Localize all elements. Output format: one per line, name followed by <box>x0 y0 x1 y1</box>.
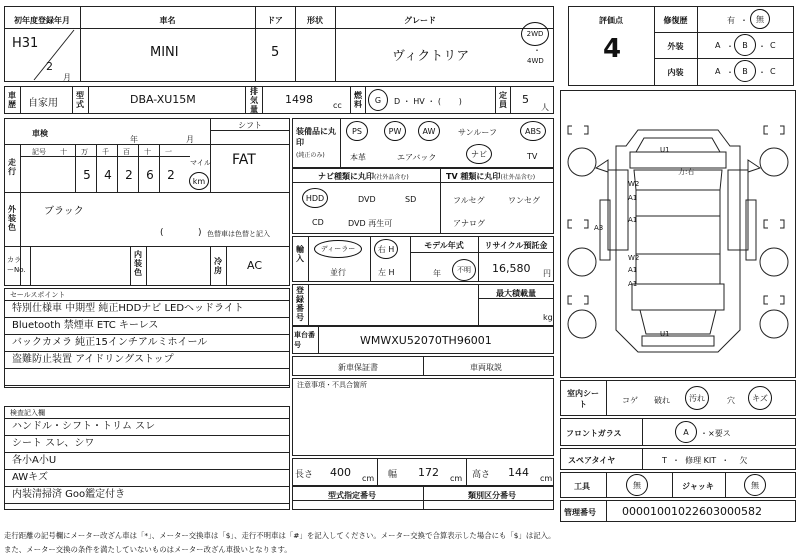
sunroof-label: サンルーフ <box>458 128 497 137</box>
navi-circle: ナビ <box>466 144 492 164</box>
score-value: 4 <box>603 34 622 64</box>
equipment-sub: (純正のみ) <box>296 152 325 159</box>
color-paren-close: ) <box>198 228 202 238</box>
drive-dot: ・ <box>533 46 541 55</box>
footer-line-2: また、メーター交換の条件を満たしていないものはメーター改ざん車扱いとなります。 <box>4 545 292 554</box>
digit-header: 百 <box>123 148 130 156</box>
reg-number-label: 登録番号 <box>296 286 304 322</box>
odometer-digit: 6 <box>146 168 154 182</box>
damage-mark: U1 <box>660 146 670 154</box>
unknown-circle: 不明 <box>452 259 476 281</box>
seat-scratch-circle: キズ <box>748 386 772 410</box>
left-h-label: 左 H <box>378 268 395 277</box>
digit-header: 一 <box>165 148 172 156</box>
digit-header: 十 <box>144 148 151 156</box>
abs-circle: ABS <box>520 121 546 141</box>
capacity-value: 5 <box>522 93 529 106</box>
km-circle: km <box>189 172 209 190</box>
repair-label: 修復歴 <box>663 16 688 25</box>
odometer-digit: 2 <box>167 168 175 182</box>
hdd-circle: HDD <box>302 188 328 208</box>
sd-label: SD <box>405 195 417 204</box>
oneseg-label: ワンセグ <box>508 196 540 205</box>
airbag-label: エアバック <box>397 153 437 162</box>
import-label: 輸入 <box>296 245 304 263</box>
grade-value: ヴィクトリア <box>392 49 470 64</box>
cd-label: CD <box>312 218 324 227</box>
capacity-label: 定員 <box>499 91 507 109</box>
seat-burn: コゲ <box>622 396 638 405</box>
damage-mark: A1 <box>628 280 638 288</box>
seat-hole: 穴 <box>727 396 735 405</box>
model-code: DBA-XU15M <box>130 93 196 106</box>
odometer-digit: 4 <box>104 168 112 182</box>
yen-unit: 円 <box>543 269 551 278</box>
int-b-circle: B <box>734 60 756 82</box>
displacement-label: 排気量 <box>250 87 258 114</box>
inspector-label: 検査記入欄 <box>10 409 45 417</box>
aw-circle: AW <box>418 121 440 141</box>
ext-sep1: ・ <box>726 42 734 51</box>
mgmt-number: 0000100102260300058​2 <box>622 505 762 518</box>
cc-unit: cc <box>333 101 342 110</box>
ps-circle: PS <box>346 121 368 141</box>
width-value: 172 <box>418 466 439 479</box>
repair-sep: ・ <box>740 16 748 25</box>
damage-mark: A1 <box>628 194 638 202</box>
color-label: 外装色 <box>8 205 16 232</box>
int-sep2: ・ <box>758 68 766 77</box>
digit-header: 万 <box>81 148 88 156</box>
inspector-lines <box>4 419 290 504</box>
analog-label: アナログ <box>453 219 485 228</box>
displacement-value: 1498 <box>285 93 313 106</box>
damage-mark: W2 <box>628 254 640 262</box>
sales-point-line <box>4 369 290 386</box>
sales-point-line: 盗難防止装置 アイドリングストップ <box>4 352 290 369</box>
navi-type-label: ナビ種類に丸印(社外品含む) <box>318 172 409 181</box>
spare-label: スペアタイヤ <box>568 456 616 465</box>
notice-label: 注意事項・不具合箇所 <box>297 381 367 389</box>
car-diagram <box>560 90 796 378</box>
chassis-label: 車台番号 <box>294 331 315 349</box>
capacity-unit: 人 <box>541 103 549 112</box>
ac-value: AC <box>247 259 263 272</box>
ext-c: C <box>770 41 776 50</box>
repair-no-circle: 無 <box>750 9 770 29</box>
mile-label: マイル <box>190 159 211 167</box>
ac-label: 冷房 <box>214 257 222 275</box>
glass-label: フロントガラス <box>566 429 622 438</box>
sales-point-line: 特別仕様車 中期型 純正HDDナビ LEDヘッドライト <box>4 301 290 318</box>
model-year-label: モデル年式 <box>424 241 464 250</box>
color-paren-open: ( <box>160 228 164 238</box>
row2-table <box>4 86 554 114</box>
shape-label: 形状 <box>307 16 323 25</box>
tools-none-circle: 無 <box>626 474 648 496</box>
mileage-label: 走行 <box>8 158 16 176</box>
damage-mark: A3 <box>594 224 604 232</box>
warranty-label: 新車保証書 <box>338 363 378 372</box>
parallel-label: 並行 <box>330 268 346 277</box>
height-label: 高さ <box>472 470 491 480</box>
recycle-label: リサイクル預託金 <box>484 241 548 250</box>
inspector-line: シート スレ、シワ <box>4 436 290 453</box>
dvd-label: DVD <box>358 195 376 204</box>
damage-mark: W2 <box>628 180 640 188</box>
footer-line-1: 走行距離の記号欄にメーター改ざん車は「*」、メーター交換車は「$」、走行不明車は「#」を記入してください。メーター交換で合算表示した場合にも「$」は記入。 <box>4 531 556 540</box>
ext-sep2: ・ <box>758 42 766 51</box>
seat-tear: 破れ <box>654 396 670 405</box>
interior-label: 内装 <box>667 68 684 77</box>
kg-unit: kg <box>543 313 553 322</box>
exterior-label: 外装 <box>667 42 684 51</box>
type-no-label: 型式指定番号 <box>328 491 376 500</box>
shaken-label: 車検 <box>32 129 48 138</box>
sales-point-lines <box>4 301 290 386</box>
door-count: 5 <box>271 45 280 60</box>
ext-a: A <box>715 41 721 50</box>
month-unit: 月 <box>63 73 71 82</box>
tools-label: 工具 <box>574 482 590 491</box>
drive-4wd: 4WD <box>527 57 544 65</box>
model-year-unit: 年 <box>433 269 441 278</box>
inspector-line: AWキズ <box>4 470 290 487</box>
chassis-number: WMWXU52070TH96001 <box>360 334 492 347</box>
model-label: 型式 <box>76 91 84 109</box>
jack-none-circle: 無 <box>744 474 766 496</box>
length-unit: cm <box>362 474 375 483</box>
damage-mark: A1 <box>628 216 638 224</box>
mgmt-label: 管理番号 <box>564 508 596 517</box>
score-label: 評価点 <box>599 16 623 25</box>
sales-point-line: Bluetooth 禁煙車 ETC キーレス <box>4 318 290 335</box>
fuel-rest: D ・ HV ・ ( ) <box>394 97 462 106</box>
int-a: A <box>715 67 721 76</box>
shaken-month-unit: 月 <box>186 135 194 144</box>
kigou-label: 記号 <box>32 148 46 156</box>
jack-label: ジャッキ <box>682 482 714 491</box>
color-value: ブラック <box>44 206 84 217</box>
int-sep1: ・ <box>726 68 734 77</box>
length-value: 400 <box>330 466 351 479</box>
repair-yes: 有 <box>727 16 735 25</box>
grade-label: グレード <box>404 16 436 25</box>
damage-mark: U1 <box>660 330 670 338</box>
width-label: 幅 <box>388 470 398 480</box>
fullseg-label: フルセグ <box>453 196 485 205</box>
odometer-digit: 5 <box>83 168 91 182</box>
use-value: 自家用 <box>28 98 58 109</box>
sales-point-line: バックカメラ 純正15インチアルミホイール <box>4 335 290 352</box>
equipment-label: 装備品に丸印 <box>296 127 336 147</box>
class-no-label: 類別区分番号 <box>468 491 516 500</box>
fuel-g-circle: G <box>368 89 388 111</box>
glass-replace: ×要ス <box>708 429 731 438</box>
color-no-label: カラーNo. <box>7 256 26 274</box>
recycle-amount: 16,580 <box>492 262 531 275</box>
car-name-label: 車名 <box>159 16 176 25</box>
color-note: 色替車は色替と記入 <box>207 230 270 238</box>
dvd-play-label: DVD 再生可 <box>348 219 393 228</box>
odometer-digit: 2 <box>125 168 133 182</box>
sales-point-label: セールスポイント <box>10 291 66 299</box>
reg-month: 2 <box>46 60 53 73</box>
drive-2wd-circle: 2WD <box>521 22 549 46</box>
inspector-line: 各小A小U <box>4 453 290 470</box>
interior-color-label: 内装色 <box>134 250 142 277</box>
digit-header: 千 <box>102 148 109 156</box>
glass-sep: ・ <box>700 429 708 438</box>
damage-mark: A1 <box>628 266 638 274</box>
shift-value: FAT <box>232 152 256 168</box>
height-unit: cm <box>540 474 553 483</box>
int-c: C <box>770 67 776 76</box>
reg-era-year: H31 <box>12 36 39 51</box>
width-unit: cm <box>450 474 463 483</box>
seat-dirt-circle: 汚れ <box>685 386 709 410</box>
shaken-year-unit: 年 <box>130 135 138 144</box>
car-name: MINI <box>150 45 179 60</box>
length-label: 長さ <box>295 470 314 480</box>
digit-header: 十 <box>60 148 67 156</box>
manual-label: 車両取説 <box>470 363 502 372</box>
right-h-circle: 右 H <box>374 239 398 259</box>
inspector-line: ハンドル・シフト・トリム スレ <box>4 419 290 436</box>
seat-label: 室内シート <box>567 389 599 409</box>
pw-circle: PW <box>384 121 406 141</box>
leather-label: 本革 <box>350 153 366 162</box>
max-load-label: 最大積載量 <box>496 289 536 298</box>
tv-label: TV <box>527 152 538 161</box>
use-label: 車歴 <box>8 91 16 109</box>
ext-b-circle: B <box>734 34 756 56</box>
dealer-circle: ディーラー <box>314 240 362 258</box>
reg-year-label: 初年度登録年月 <box>14 16 70 25</box>
shift-label: シフト <box>238 121 262 130</box>
inspector-line: 内装清掃済 Goo鑑定付き <box>4 487 290 504</box>
door-label: ドア <box>267 16 283 25</box>
glass-a-circle: A <box>675 421 697 443</box>
height-value: 144 <box>508 466 529 479</box>
fuel-label: 燃料 <box>354 91 362 109</box>
damage-mark: 力:右 <box>678 168 695 176</box>
spare-items: T ・ 修理 KIT ・ 欠 <box>662 456 748 465</box>
tv-type-label: TV 種類に丸印(社外品含む) <box>446 172 536 181</box>
